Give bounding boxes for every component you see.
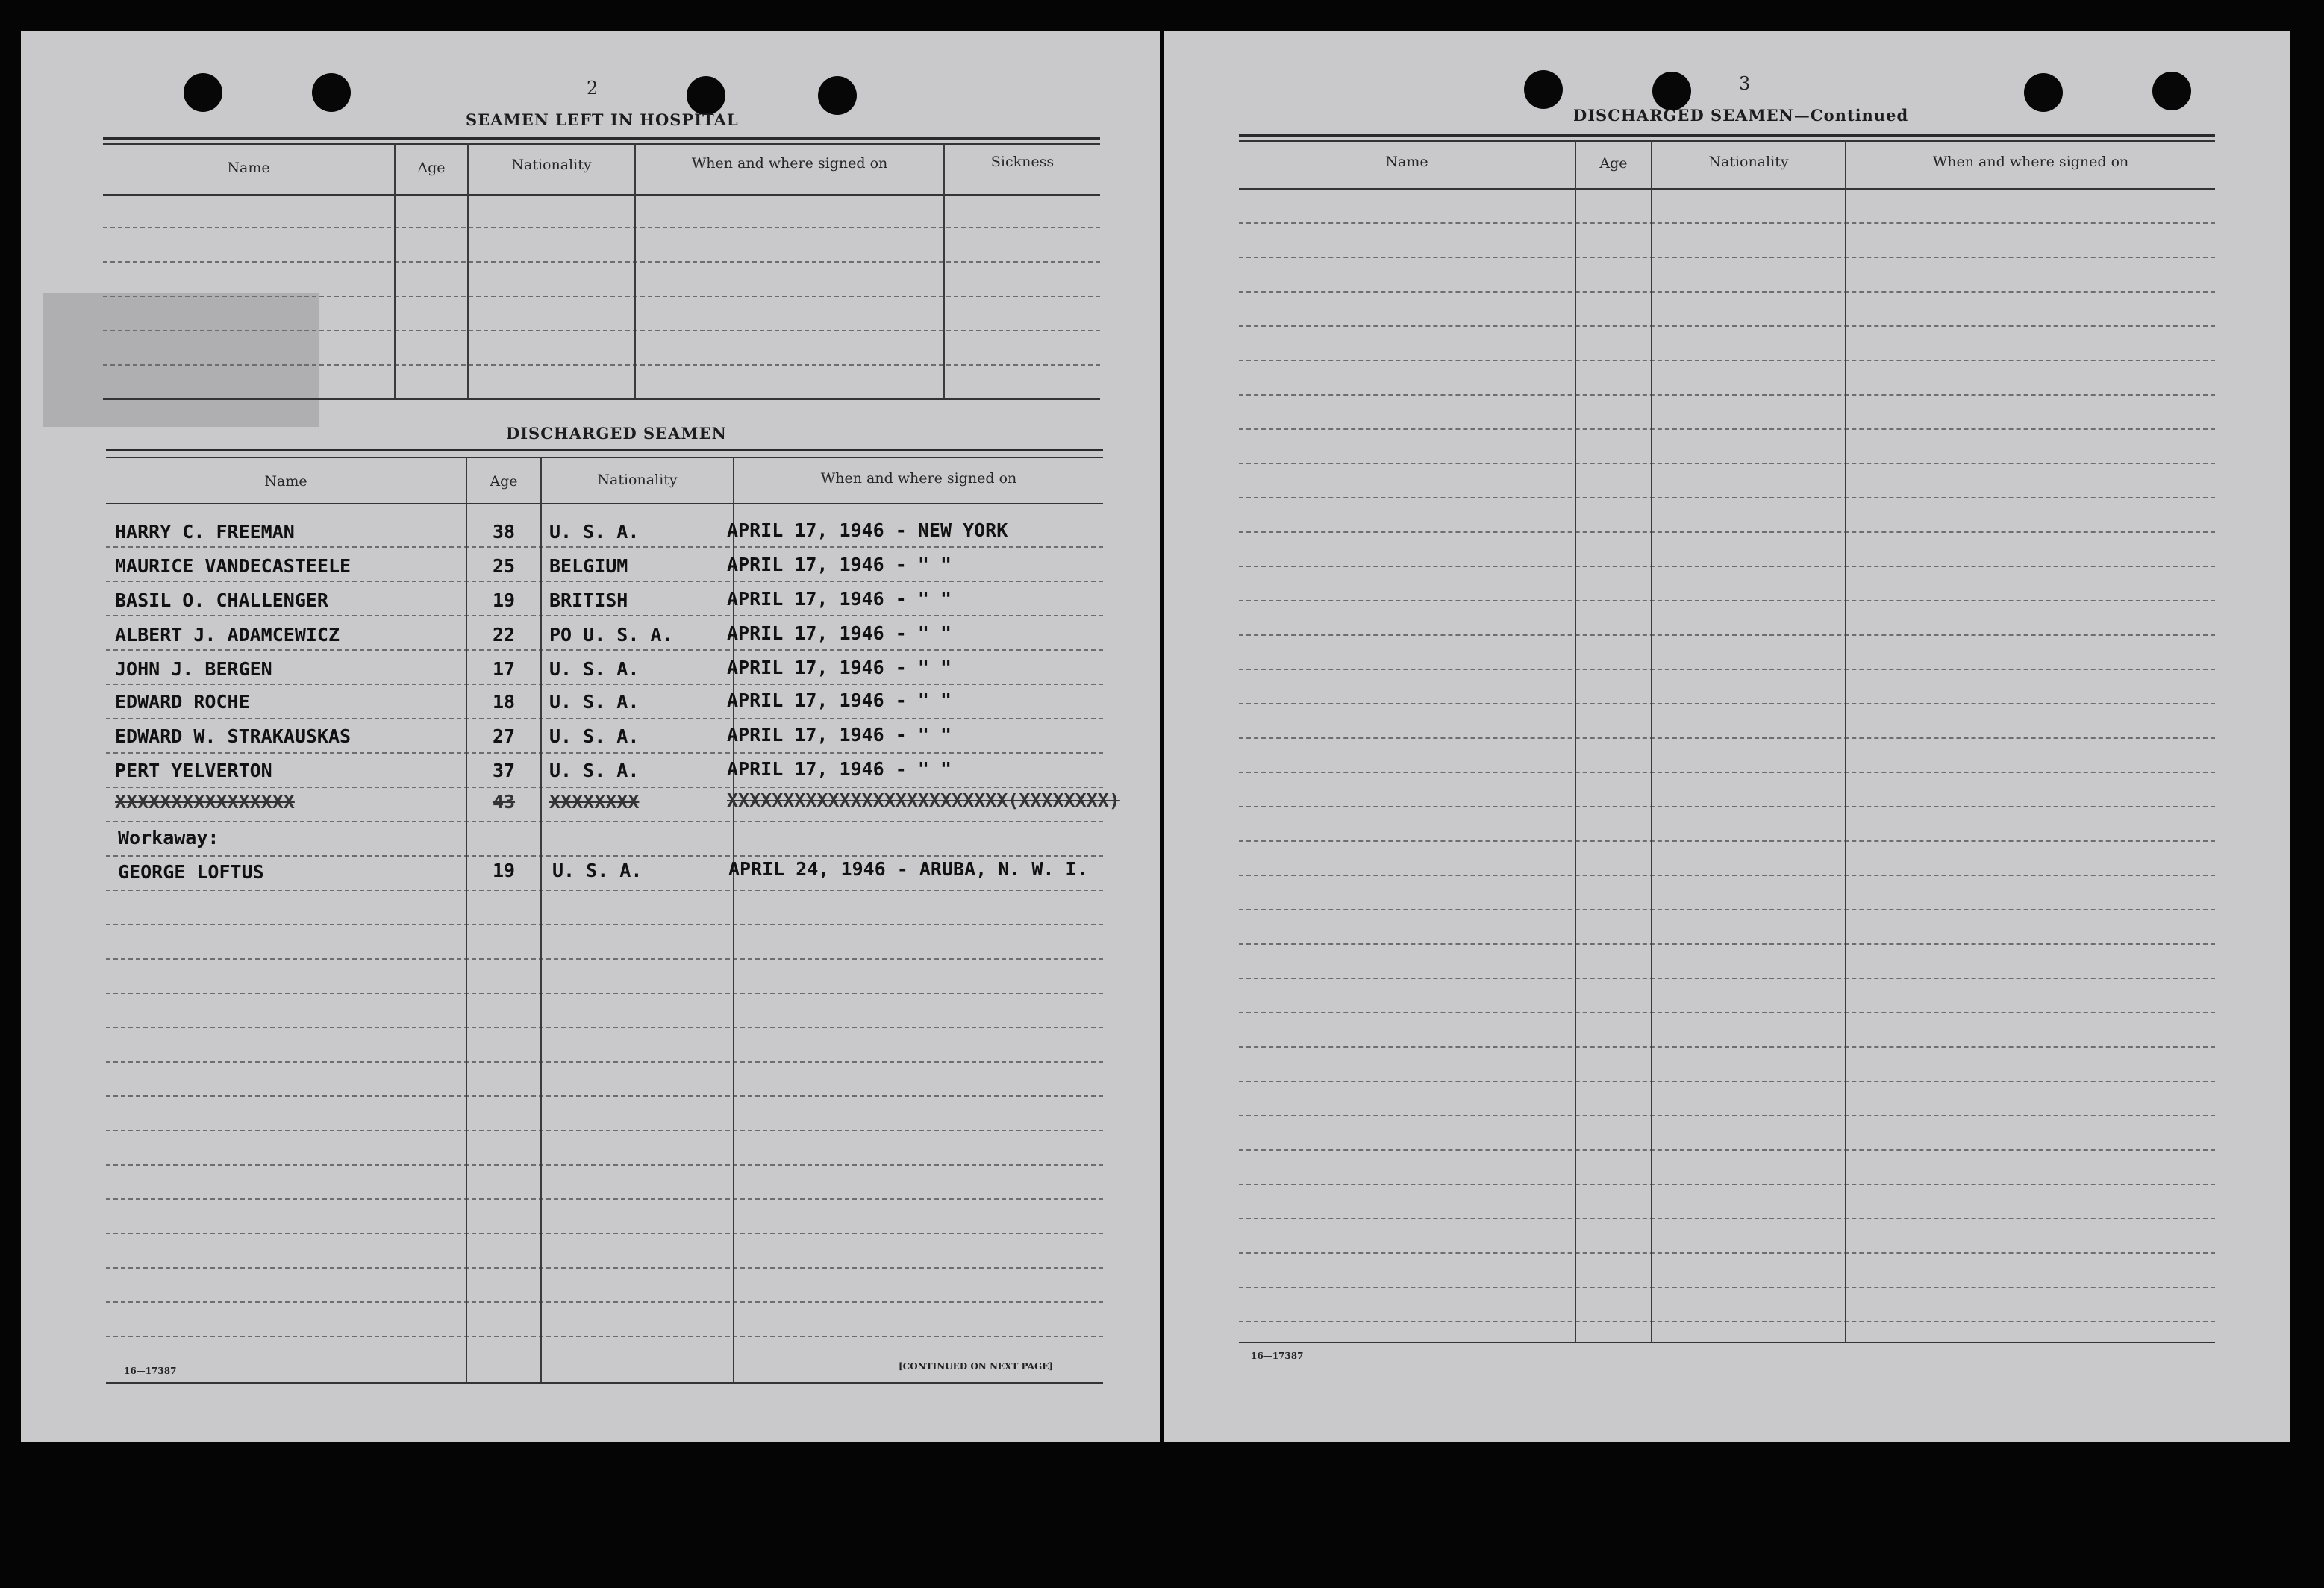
punch-hole bbox=[1524, 70, 1563, 109]
row-line bbox=[103, 364, 1100, 366]
row-line bbox=[106, 1233, 1103, 1234]
row-line bbox=[1239, 669, 2215, 670]
table-top-rule bbox=[106, 449, 1103, 451]
seaman-name: HARRY C. FREEMAN bbox=[115, 521, 295, 543]
seaman-name: EDWARD W. STRAKAUSKAS bbox=[115, 725, 352, 747]
seaman-name: JOHN J. BERGEN bbox=[115, 658, 272, 680]
form-number: 16—17387 bbox=[1251, 1351, 1304, 1361]
row-line bbox=[106, 890, 1103, 891]
discharged-section-title: DISCHARGED SEAMEN bbox=[506, 424, 727, 443]
punch-hole bbox=[2024, 73, 2063, 112]
page-title: DISCHARGED SEAMEN—Continued bbox=[1573, 106, 1909, 125]
seaman-age: 18 bbox=[492, 691, 516, 713]
header-bottom-rule bbox=[1239, 188, 2215, 190]
row-line bbox=[1239, 806, 2215, 807]
punch-hole bbox=[1652, 72, 1691, 110]
row-line bbox=[1239, 978, 2215, 979]
seaman-signed-on: APRIL 17, 1946 - " " bbox=[727, 657, 952, 678]
table-bottom-rule bbox=[1239, 1342, 2215, 1343]
row-line bbox=[1239, 291, 2215, 293]
seaman-name: ALBERT J. ADAMCEWICZ bbox=[115, 624, 340, 645]
row-line bbox=[103, 227, 1100, 228]
seaman-name: BASIL O. CHALLENGER bbox=[115, 590, 328, 611]
seaman-age: 43 bbox=[492, 791, 516, 813]
punch-hole bbox=[2152, 72, 2191, 110]
form-number: 16—17387 bbox=[124, 1366, 177, 1376]
row-line bbox=[1239, 943, 2215, 945]
seaman-signed-on: APRIL 17, 1946 - " " bbox=[727, 554, 952, 575]
row-line bbox=[1239, 1252, 2215, 1254]
row-line bbox=[103, 296, 1100, 297]
seaman-nationality: U. S. A. bbox=[552, 860, 643, 881]
column-header-signed-on: When and where signed on bbox=[691, 155, 888, 172]
seaman-age: 19 bbox=[492, 860, 516, 881]
row-line bbox=[103, 330, 1100, 331]
seaman-signed-on: APRIL 17, 1946 - NEW YORK bbox=[727, 519, 1008, 541]
seaman-nationality: U. S. A. bbox=[549, 521, 640, 543]
column-header-age: Age bbox=[1599, 155, 1628, 172]
row-line bbox=[106, 855, 1103, 857]
row-line bbox=[1239, 1081, 2215, 1082]
seaman-signed-on: APRIL 17, 1946 - " " bbox=[727, 588, 952, 610]
column-divider bbox=[1651, 140, 1652, 1342]
row-line bbox=[106, 1336, 1103, 1337]
seaman-age: 17 bbox=[492, 658, 516, 680]
column-header-name: Name bbox=[264, 473, 307, 490]
column-header-age: Age bbox=[490, 473, 518, 490]
row-line bbox=[106, 787, 1103, 788]
punch-hole bbox=[687, 76, 725, 115]
row-line bbox=[1239, 325, 2215, 327]
row-line bbox=[1239, 1287, 2215, 1288]
right-page bbox=[1164, 31, 2290, 1442]
row-line bbox=[1239, 360, 2215, 361]
row-line bbox=[106, 684, 1103, 685]
seaman-nationality: BELGIUM bbox=[549, 555, 628, 577]
row-line bbox=[1239, 909, 2215, 910]
header-bottom-rule bbox=[106, 503, 1103, 504]
page-number: 3 bbox=[1739, 73, 1751, 94]
punch-hole bbox=[184, 73, 222, 112]
row-line bbox=[1239, 737, 2215, 739]
row-line bbox=[106, 1061, 1103, 1063]
row-line bbox=[1239, 257, 2215, 258]
column-header-signed-on: When and where signed on bbox=[820, 470, 1017, 487]
row-line bbox=[1239, 463, 2215, 464]
row-line bbox=[1239, 1046, 2215, 1048]
seaman-age: 38 bbox=[492, 521, 516, 543]
row-line bbox=[106, 1301, 1103, 1303]
seaman-nationality: U. S. A. bbox=[549, 658, 640, 680]
column-header-signed-on: When and where signed on bbox=[1932, 154, 2129, 170]
seaman-age: 27 bbox=[492, 725, 516, 747]
seaman-nationality: U. S. A. bbox=[549, 691, 640, 713]
row-line bbox=[106, 581, 1103, 582]
row-line bbox=[1239, 394, 2215, 396]
seaman-nationality: U. S. A. bbox=[549, 760, 640, 781]
row-line bbox=[1239, 1184, 2215, 1185]
row-line bbox=[106, 958, 1103, 960]
seaman-age: 25 bbox=[492, 555, 516, 577]
column-divider bbox=[634, 143, 636, 398]
row-line bbox=[106, 615, 1103, 616]
seaman-name: GEORGE LOFTUS bbox=[118, 861, 264, 883]
row-line bbox=[106, 752, 1103, 754]
row-line bbox=[106, 992, 1103, 994]
column-divider bbox=[943, 143, 945, 398]
seaman-nationality: PO U. S. A. bbox=[549, 624, 673, 645]
table-top-rule bbox=[106, 457, 1103, 458]
column-divider bbox=[466, 457, 467, 1382]
row-line bbox=[1239, 428, 2215, 430]
row-line bbox=[106, 1027, 1103, 1028]
header-bottom-rule bbox=[103, 194, 1100, 196]
row-line bbox=[106, 1130, 1103, 1131]
row-line bbox=[106, 718, 1103, 719]
row-line bbox=[1239, 222, 2215, 224]
column-divider bbox=[1575, 140, 1576, 1342]
seaman-signed-on: APRIL 17, 1946 - " " bbox=[727, 690, 952, 711]
row-line bbox=[1239, 497, 2215, 498]
row-line bbox=[1239, 1115, 2215, 1116]
table-top-rule bbox=[103, 143, 1100, 145]
row-line bbox=[1239, 875, 2215, 876]
seaman-signed-on: APRIL 17, 1946 - " " bbox=[727, 622, 952, 644]
table-top-rule bbox=[1239, 134, 2215, 137]
row-line bbox=[106, 1267, 1103, 1269]
photo-stain bbox=[43, 293, 319, 427]
column-divider bbox=[540, 457, 542, 1382]
column-header-nationality: Nationality bbox=[597, 472, 678, 488]
row-line bbox=[1239, 703, 2215, 704]
column-header-age: Age bbox=[417, 160, 446, 176]
row-line bbox=[106, 1164, 1103, 1166]
row-line bbox=[1239, 531, 2215, 533]
seaman-nationality: BRITISH bbox=[549, 590, 628, 611]
table-top-rule bbox=[1239, 140, 2215, 142]
table-bottom-rule bbox=[106, 1382, 1103, 1384]
row-line bbox=[106, 821, 1103, 822]
row-line bbox=[1239, 1149, 2215, 1151]
hospital-section-title: SEAMEN LEFT IN HOSPITAL bbox=[466, 110, 739, 129]
column-divider bbox=[394, 143, 396, 398]
row-line bbox=[1239, 634, 2215, 636]
workaway-label: Workaway: bbox=[118, 827, 219, 848]
row-line bbox=[1239, 1321, 2215, 1322]
row-line bbox=[1239, 772, 2215, 773]
row-line bbox=[1239, 1218, 2215, 1219]
seaman-name: MAURICE VANDECASTEELE bbox=[115, 555, 352, 577]
punch-hole bbox=[312, 73, 351, 112]
seaman-signed-on: XXXXXXXXXXXXXXXXXXXXXXXXX(XXXXXXXX) bbox=[727, 790, 1120, 811]
row-line bbox=[103, 261, 1100, 263]
left-page bbox=[21, 31, 1160, 1442]
seaman-name: XXXXXXXXXXXXXXXX bbox=[115, 791, 295, 813]
row-line bbox=[1239, 566, 2215, 567]
seaman-nationality: XXXXXXXX bbox=[549, 791, 640, 813]
row-line bbox=[106, 1198, 1103, 1200]
row-line bbox=[1239, 600, 2215, 601]
column-header-name: Name bbox=[1385, 154, 1428, 170]
column-header-nationality: Nationality bbox=[511, 157, 592, 173]
row-line bbox=[106, 1095, 1103, 1097]
column-header-nationality: Nationality bbox=[1708, 154, 1789, 170]
row-line bbox=[106, 924, 1103, 925]
column-divider bbox=[1845, 140, 1846, 1342]
column-header-sickness: Sickness bbox=[990, 154, 1055, 170]
column-header-name: Name bbox=[227, 160, 270, 176]
seaman-name: EDWARD ROCHE bbox=[115, 691, 250, 713]
table-top-rule bbox=[103, 137, 1100, 140]
table-bottom-rule bbox=[103, 398, 1100, 400]
row-line bbox=[106, 649, 1103, 651]
punch-hole bbox=[818, 76, 857, 115]
seaman-nationality: U. S. A. bbox=[549, 725, 640, 747]
row-line bbox=[1239, 840, 2215, 842]
seaman-age: 22 bbox=[492, 624, 516, 645]
seaman-signed-on: APRIL 17, 1946 - " " bbox=[727, 758, 952, 780]
row-line bbox=[1239, 1012, 2215, 1013]
page-number: 2 bbox=[587, 78, 599, 99]
row-line bbox=[106, 546, 1103, 548]
seaman-name: PERT YELVERTON bbox=[115, 760, 272, 781]
seaman-age: 19 bbox=[492, 590, 516, 611]
seaman-signed-on: APRIL 24, 1946 - ARUBA, N. W. I. bbox=[728, 858, 1088, 880]
seaman-age: 37 bbox=[492, 760, 516, 781]
seaman-signed-on: APRIL 17, 1946 - " " bbox=[727, 724, 952, 745]
continued-note: [CONTINUED ON NEXT PAGE] bbox=[899, 1361, 1054, 1372]
column-divider bbox=[467, 143, 469, 398]
